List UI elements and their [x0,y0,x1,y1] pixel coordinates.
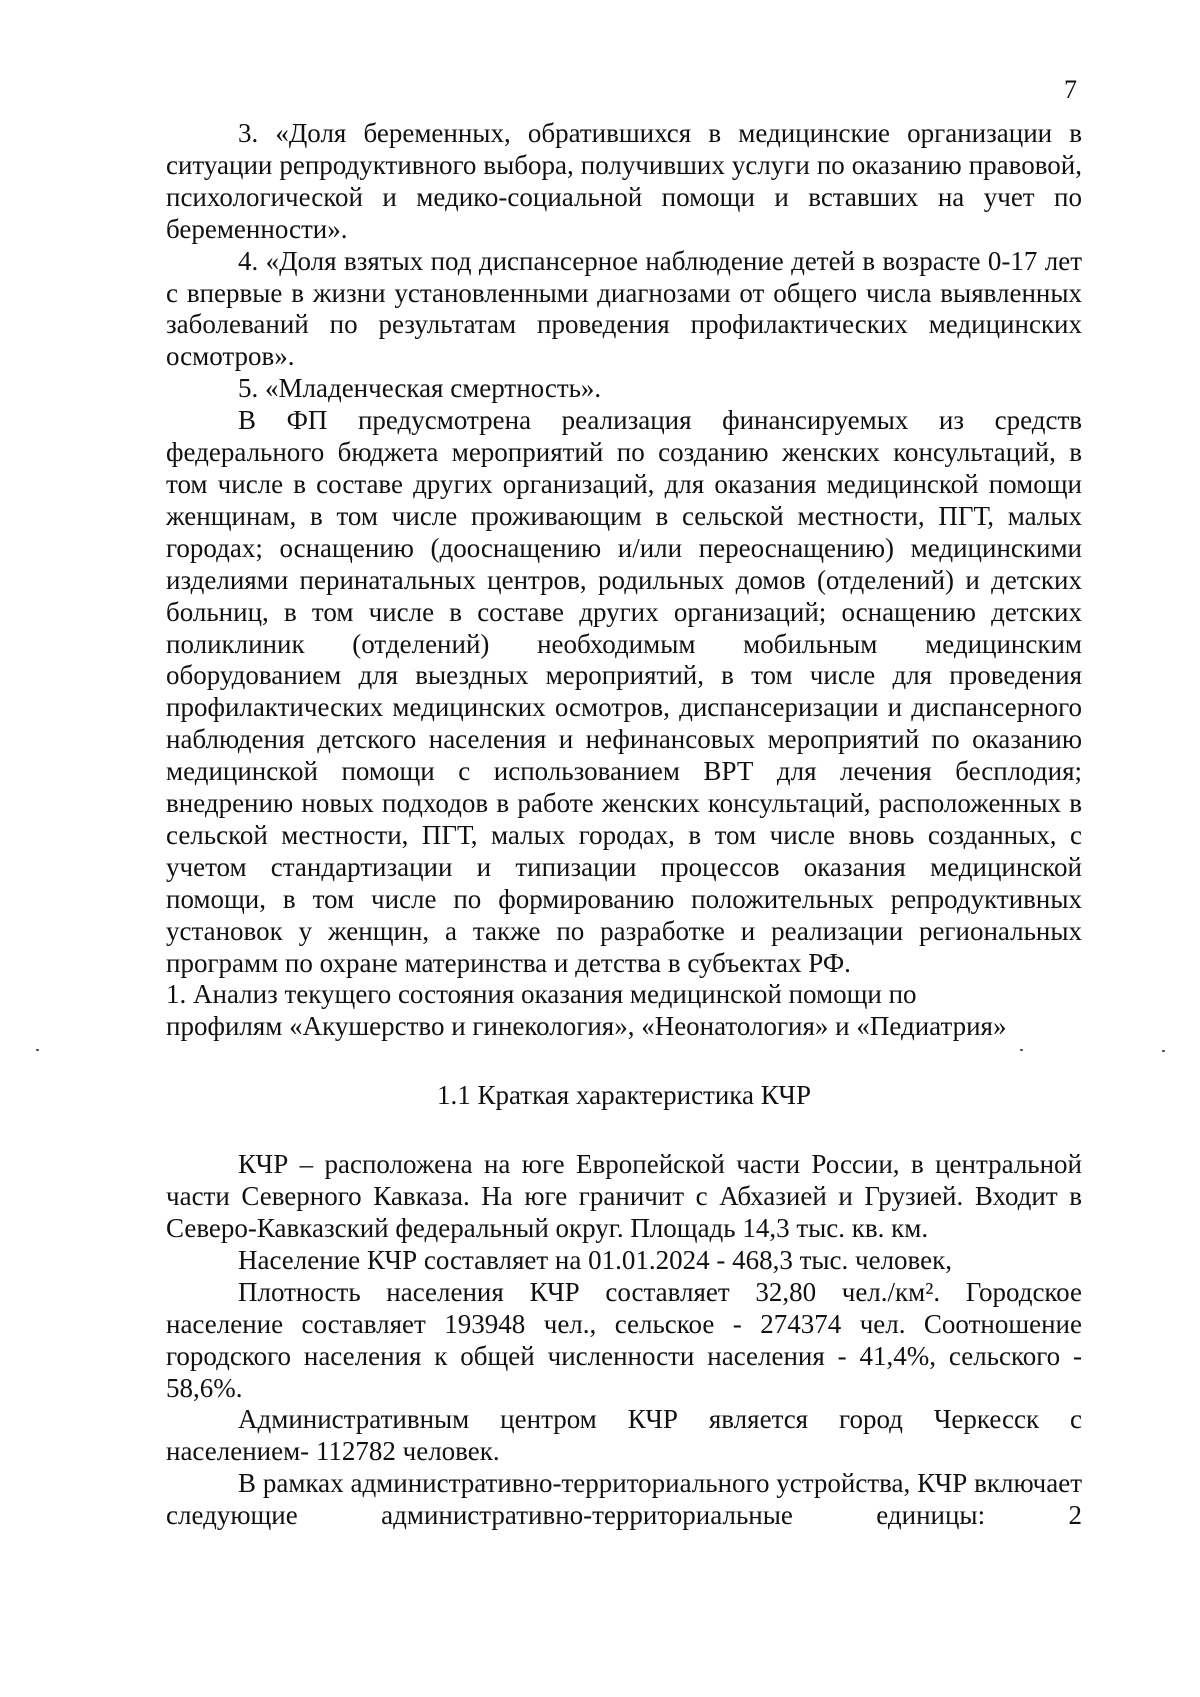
section-heading-line-2: профилям «Акушерство и гинекология», «Неонатология» и «Педиатрия» [166,1011,1007,1042]
paragraph-admin-center: Административным центром КЧР является город Черкесск с населением- 112782 человек. [166,1404,1082,1467]
paragraph-admin-units: В рамках административно-территориального устройства, КЧР включает следующие административно-территориальные единицы: 2 [166,1468,1082,1531]
section-heading [166,979,1082,1043]
scan-artifact [36,1049,39,1051]
paragraph-region-location: КЧР – расположена на юге Европейской части России, в центральной части Северного Кавказа. На юге граничит с Абхазией и Грузией. Входит в Северо-Кавказский федеральный округ. Площадь 14,3 тыс. кв. км. [166,1149,1082,1243]
paragraph-density: Плотность населения КЧР составляет 32,80 чел./км². Городское население составляет 193948 чел., сельское - 274374 чел. Соотношение городского населения к общей численности населения - 41,4%, сельского - 58,6%. [166,1276,1082,1403]
page-number: 7 [1064,75,1077,104]
document-body [166,118,1082,1532]
subsection-heading: 1.1 Краткая характеристика КЧР [437,1080,811,1111]
paragraph-indicator-3: 3. «Доля беременных, обратившихся в медицинские организации в ситуации репродуктивного выбора, получивших услуги по оказанию правовой, психологической и медико-социальной помощи и вставших на учет по беременности». [166,118,1082,244]
paragraph-population: Население КЧР составляет на 01.01.2024 - 468,3 тыс. человек, [238,1244,952,1275]
scan-artifact [1020,1049,1023,1051]
paragraph-indicator-4: 4. «Доля взятых под диспансерное наблюдение детей в возрасте 0-17 лет с впервые в жизни установленными диагнозами от общего числа выявленных заболеваний по результатам проведения профилактических медицинских осмотров». [166,245,1082,372]
scan-artifact [1162,1050,1165,1052]
paragraph-indicator-5: 5. «Младенческая смертность». [238,373,602,404]
section-heading-line-1: 1. Анализ текущего состояния оказания медицинской помощи по [166,979,917,1010]
paragraph-fp-measures: В ФП предусмотрена реализация финансируемых из средств федерального бюджета мероприятий по созданию женских консультаций, в том числе в составе других организаций, для оказания медицинской помощи женщинам, в том числе проживающим в сельской местности, ПГТ, малых городах; оснащению (дооснащению и/или переоснащению) медицинскими изделиями перинатальных центров, родильных домов (отделений) и детских больниц, в том числе в составе других организаций; оснащению детских поликлиник (отделений) необходимым мобильным медицинским оборудованием для выездных мероприятий, в том числе для проведения профилактических медицинских осмотров, диспансеризации и диспансерного наблюдения детского населения и нефинансовых мероприятий по оказанию медицинской помощи с использованием ВРТ для лечения бесплодия; внедрению новых подходов в работе женских консультаций, расположенных в сельской местности, ПГТ, малых городах, в том числе вновь созданных, с учетом стандартизации и типизации процессов оказания медицинской помощи, в том числе по формированию положительных репродуктивных установок у женщин, а также по разработке и реализации региональных программ по охране материнства и детства в субъектах РФ. [166,405,1082,978]
